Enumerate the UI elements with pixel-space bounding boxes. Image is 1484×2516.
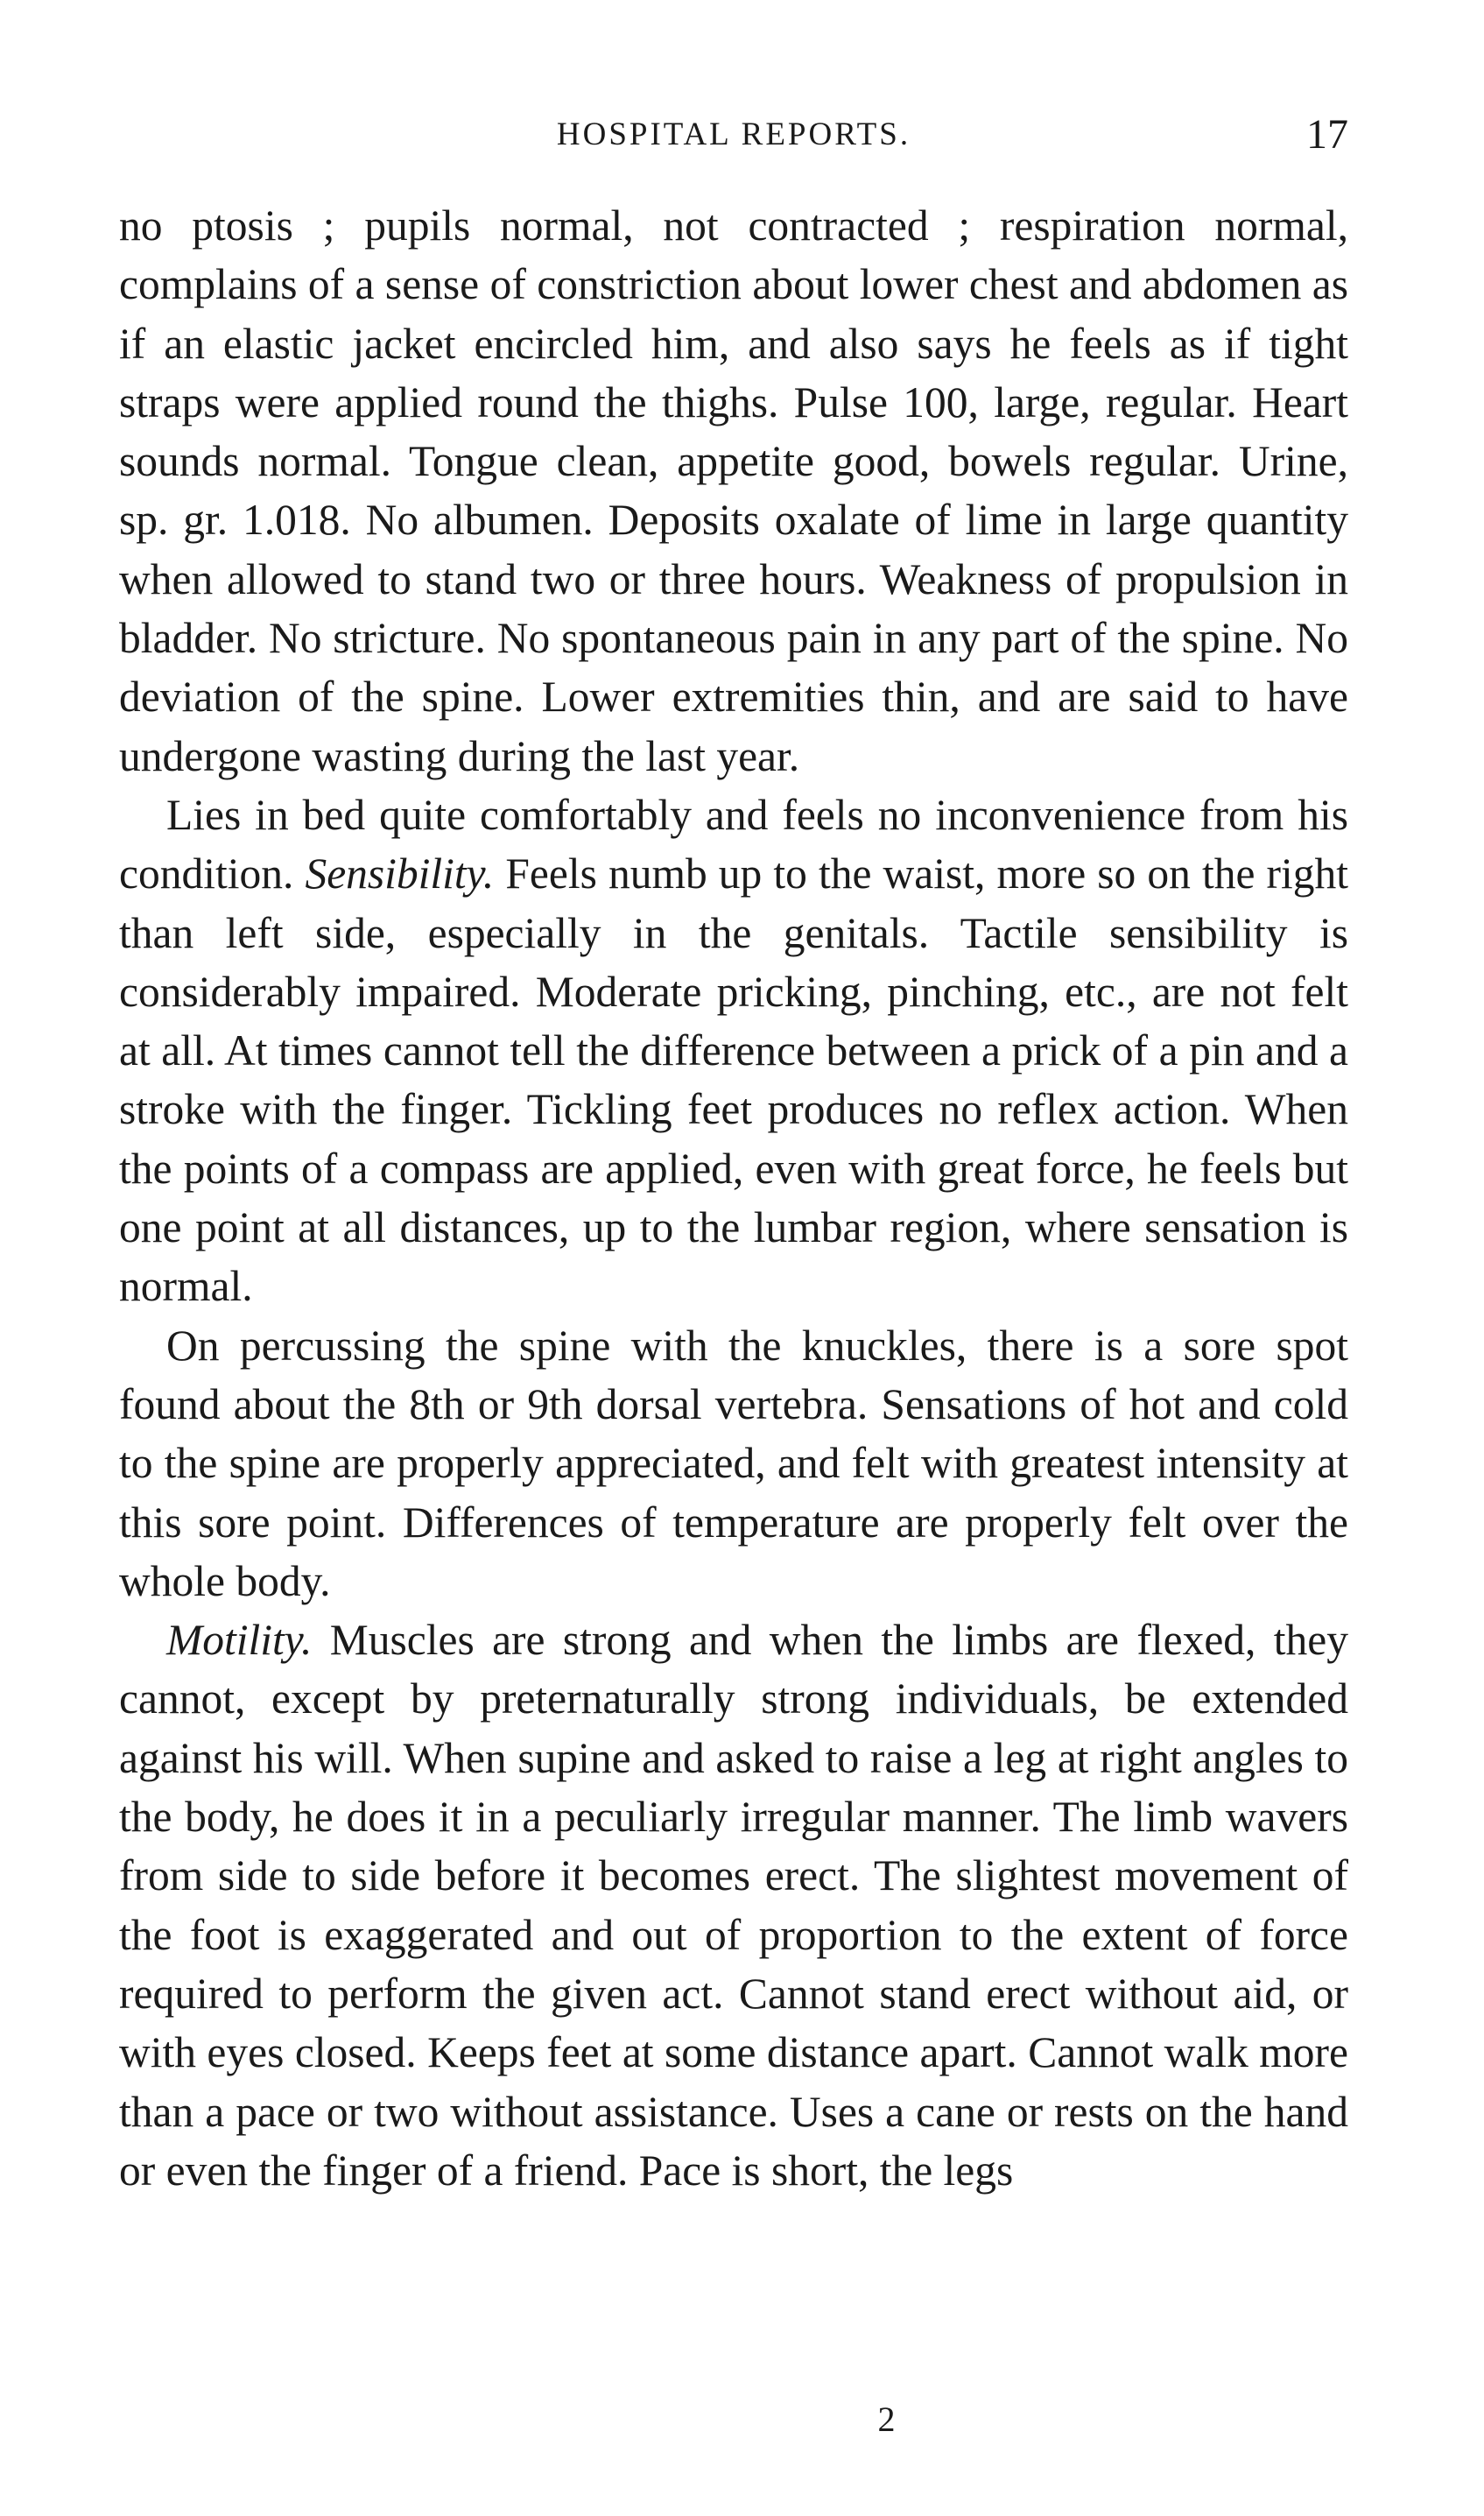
paragraph-text: On percussing the spine with the knuckles, there is a sore spot found about the 8th or 9th dorsal vertebra. Sensations of hot and cold to the spine are properly appreciated, and felt with greatest intensity at this sore point. Differences of temperature are properly felt over the whole body.: [119, 1321, 1348, 1605]
paragraph-text: no ptosis ; pupils normal, not contracted ; respiration normal, complains of a sense of constriction about lower chest and abdomen as if an elastic jacket encircled him, and also says he feels as if tight straps were applied round the thighs. Pulse 100, large, regular. Heart sounds normal. Tongue clean, appetite good, bowels regular. Urine, sp. gr. 1.018. No albumen. Deposits oxalate of lime in large quantity when allowed to stand two or three hours. Weakness of propulsion in bladder. No stricture. No spontaneous pain in any part of the spine. No deviation of the spine. Lower extremities thin, and are said to have undergone wasting during the last year.: [119, 201, 1348, 780]
paragraph-text: Muscles are strong and when the limbs are flexed, they cannot, except by preternaturally strong individuals, be extended against his will. When supine and asked to raise a leg at right angles to the body, he does it in a peculiarly irregular manner. The limb wavers from side to side before it becomes erect. The slightest movement of the foot is exaggerated and out of proportion to the extent of force required to perform the given act. Cannot stand erect without aid, or with eyes closed. Keeps feet at some distance apart. Cannot walk more than a pace or two without assistance. Uses a cane or rests on the hand or even the finger of a friend. Pace is short, the legs: [119, 1616, 1348, 2195]
paragraph-clinical-findings: [119, 196, 1348, 786]
paragraph-motility: [119, 1610, 1348, 2200]
paragraph-text: Feels numb up to the waist, more so on the right than left side, especially in the genitals. Tactile sensibility is considerably impaired. Moderate pricking, pinching, etc., are not felt at all. At times cannot tell the difference between a prick of a pin and a stroke with the finger. Tickling feet produces no reflex action. When the points of a compass are applied, even with great force, he feels but one point at all distances, up to the lumbar region, where sensation is normal.: [119, 849, 1348, 1311]
page-number: 17: [1306, 111, 1348, 158]
section-heading-motility: Motility.: [166, 1616, 313, 1665]
paragraph-sensibility: [119, 786, 1348, 1316]
running-title: HOSPITAL REPORTS.: [556, 116, 911, 152]
signature-mark: 2: [877, 2400, 896, 2439]
paragraph-text: Lies in bed quite comfortably and feels no inconvenience from his condition.: [119, 790, 1348, 899]
section-heading-sensibility: Sensibility.: [305, 849, 495, 899]
paragraph-percussion: [119, 1316, 1348, 1610]
body-text: [119, 196, 1348, 2200]
running-head: [119, 109, 1348, 161]
